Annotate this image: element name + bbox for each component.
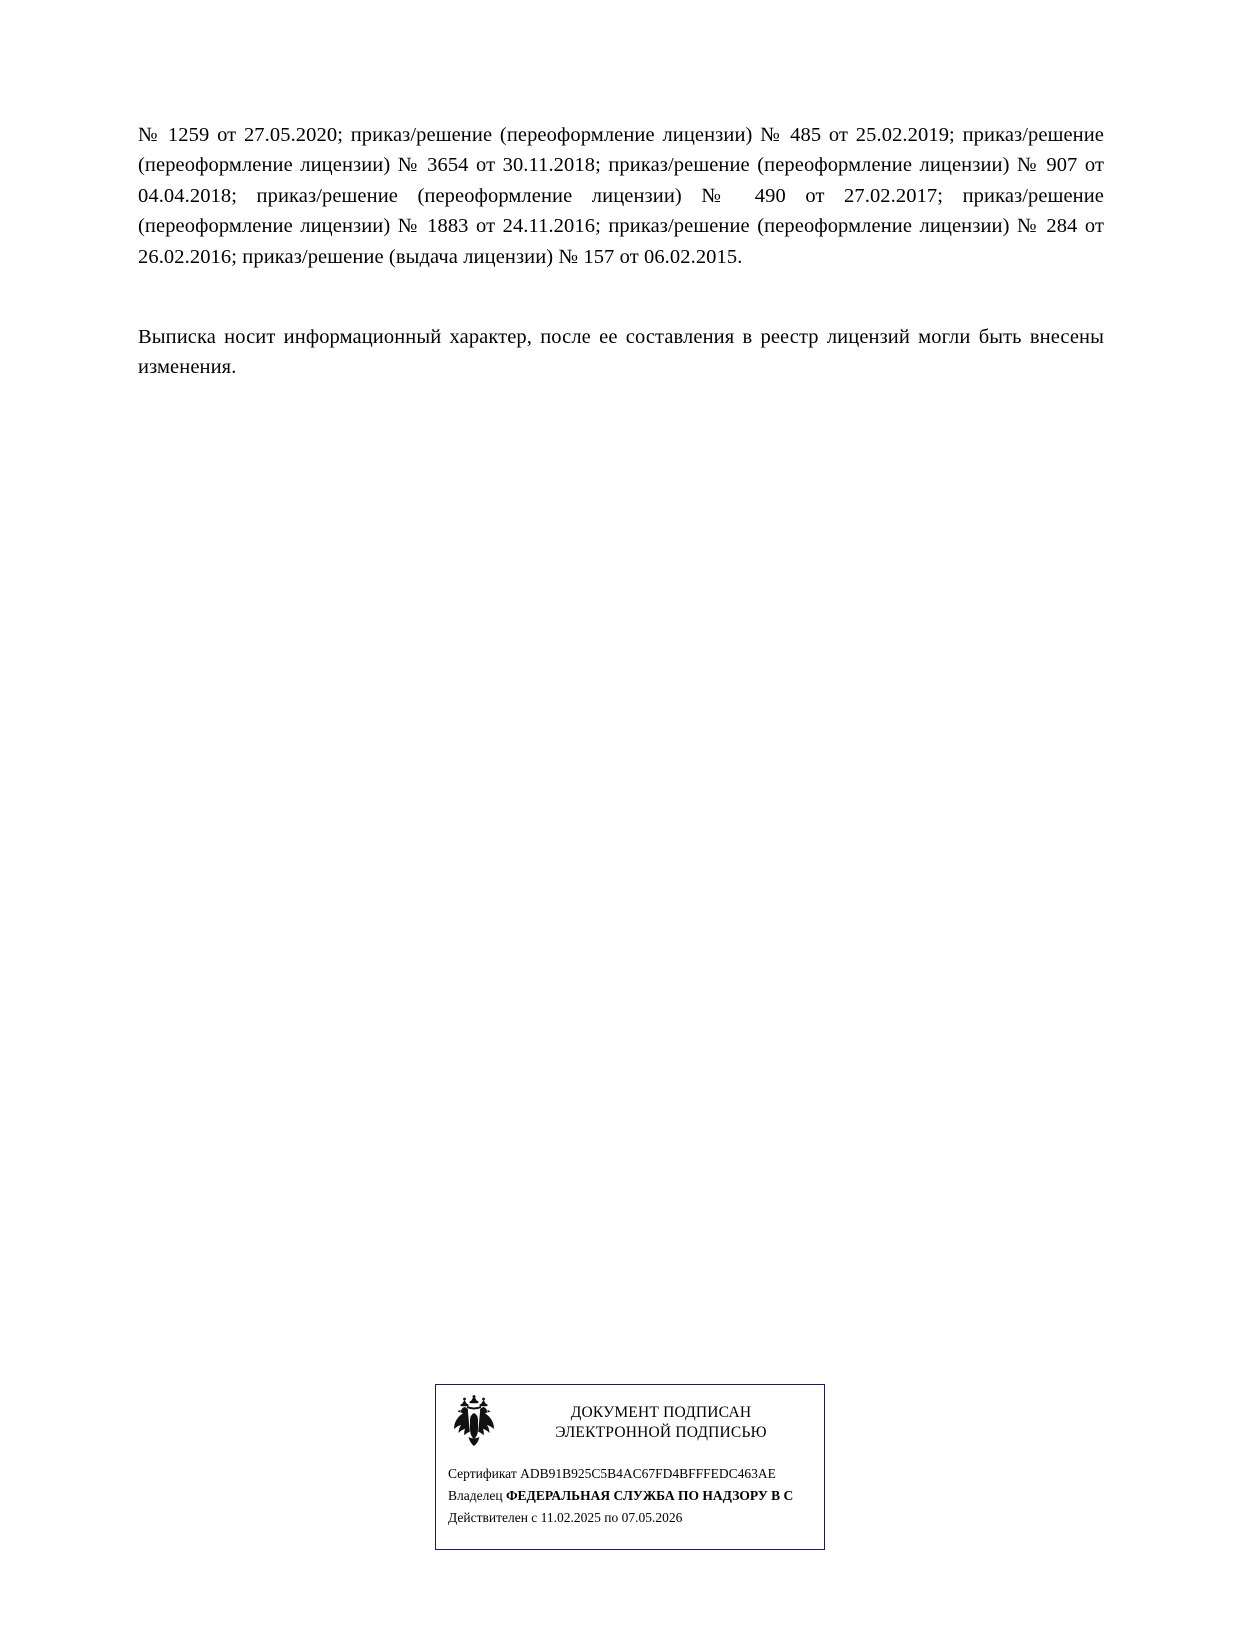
stamp-owner-line [448, 1485, 824, 1507]
double-headed-eagle-icon [436, 1395, 504, 1451]
stamp-valid-to-label: по [604, 1510, 619, 1525]
stamp-valid-to: 07.05.2026 [621, 1510, 683, 1525]
paragraph-informational-note: Выписка носит информационный характер, после ее составления в реестр лицензий могли быть внесены изменения. [138, 325, 1104, 378]
electronic-signature-stamp [435, 1384, 825, 1550]
stamp-heading-text [504, 1403, 824, 1443]
stamp-heading-line-1: ДОКУМЕНТ ПОДПИСАН [570, 1404, 752, 1421]
stamp-owner-value: ФЕДЕРАЛЬНАЯ СЛУЖБА ПО НАДЗОРУ В С [505, 1488, 794, 1503]
stamp-certificate-line [448, 1463, 824, 1485]
stamp-details [436, 1455, 824, 1529]
stamp-header [436, 1385, 824, 1455]
stamp-validity-line [448, 1507, 824, 1529]
stamp-certificate-label: Сертификат [448, 1466, 517, 1481]
stamp-valid-label: Действителен с [448, 1510, 538, 1525]
stamp-heading-line-2: ЭЛЕКТРОННОЙ ПОДПИСЬЮ [555, 1424, 767, 1441]
paragraph-license-orders: № 1259 от 27.05.2020; приказ/решение (переоформление лицензии) № 485 от 25.02.2019; приказ/решение (переоформление лицензии) № 3654 от 30.11.2018; приказ/решение (переоформление лицензии) № 907 от 04.04.2018; приказ/решение (переоформление лицензии) № 490 от 27.02.2017; приказ/решение (переоформление лицензии) № 1883 от 24.11.2016; приказ/решение (переоформление лицензии) № 284 от 26.02.2016; приказ/решение (выдача лицензии) № 157 от 06.02.2015. [138, 123, 1104, 268]
stamp-valid-from: 11.02.2025 [540, 1510, 601, 1525]
stamp-certificate-value: ADB91B925C5B4AC67FD4BFFFEDC463AE [520, 1466, 776, 1481]
stamp-owner-label: Владелец [448, 1488, 503, 1503]
